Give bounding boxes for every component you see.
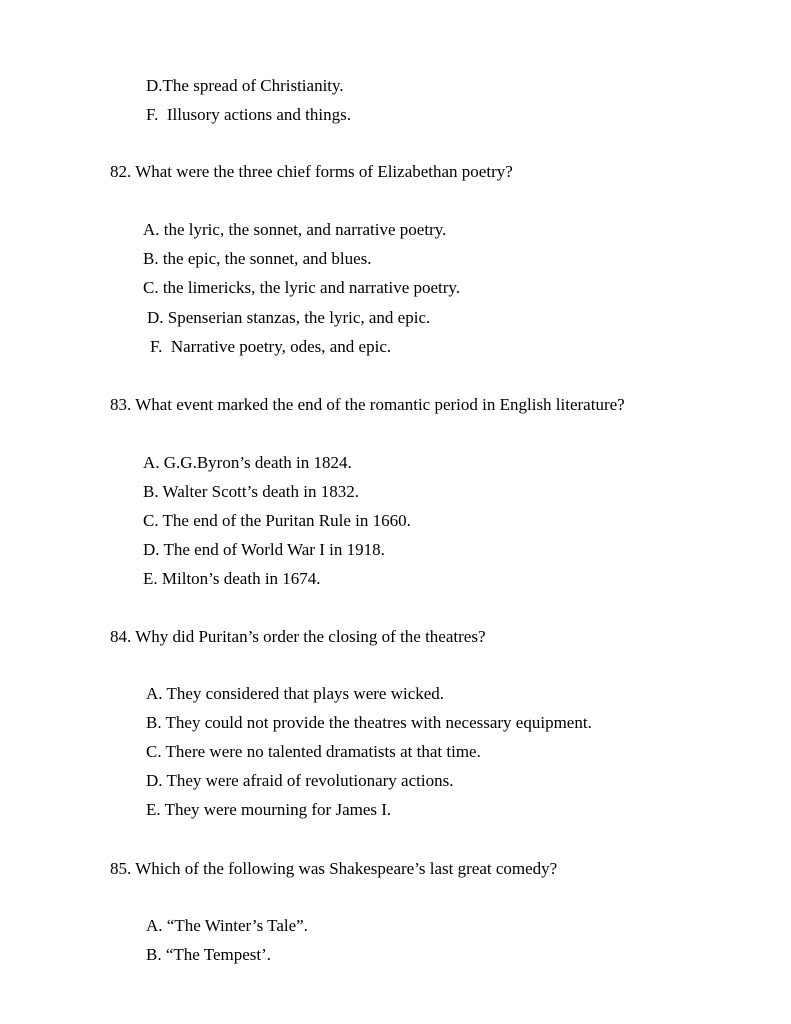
answer-option: F. Illusory actions and things. [146, 105, 351, 124]
question-82-text: 82. What were the three chief forms of Elizabethan poetry? [110, 162, 513, 181]
question-84-text: 84. Why did Puritan’s order the closing of the theatres? [110, 627, 486, 646]
answer-option: A. the lyric, the sonnet, and narrative poetry. [143, 220, 447, 239]
answer-option: A. G.G.Byron’s death in 1824. [143, 453, 352, 472]
question-85-text: 85. Which of the following was Shakespeare’s last great comedy? [110, 859, 558, 878]
answer-option: F. Narrative poetry, odes, and epic. [150, 337, 392, 356]
answer-option: B. “The Tempest’. [146, 945, 272, 964]
answer-option: B. Walter Scott’s death in 1832. [143, 482, 359, 501]
answer-option: A. “The Winter’s Tale”. [146, 916, 308, 935]
answer-option: D. The end of World War I in 1918. [143, 540, 385, 559]
answer-option: D. They were afraid of revolutionary actions. [146, 771, 454, 790]
answer-option: C. The end of the Puritan Rule in 1660. [143, 511, 411, 530]
answer-option: C. the limericks, the lyric and narrative poetry. [143, 278, 461, 297]
answer-option: B. the epic, the sonnet, and blues. [143, 249, 372, 268]
answer-option: E. Milton’s death in 1674. [143, 569, 321, 588]
answer-option: D.The spread of Christianity. [146, 76, 344, 95]
answer-option: E. They were mourning for James I. [146, 800, 392, 819]
answer-option: C. There were no talented dramatists at that time. [146, 742, 481, 761]
answer-option: D. Spenserian stanzas, the lyric, and epic. [147, 308, 431, 327]
question-83-text: 83. What event marked the end of the romantic period in English literature? [110, 395, 625, 414]
answer-option: B. They could not provide the theatres with necessary equipment. [146, 713, 592, 732]
answer-option: A. They considered that plays were wicked. [146, 684, 445, 703]
